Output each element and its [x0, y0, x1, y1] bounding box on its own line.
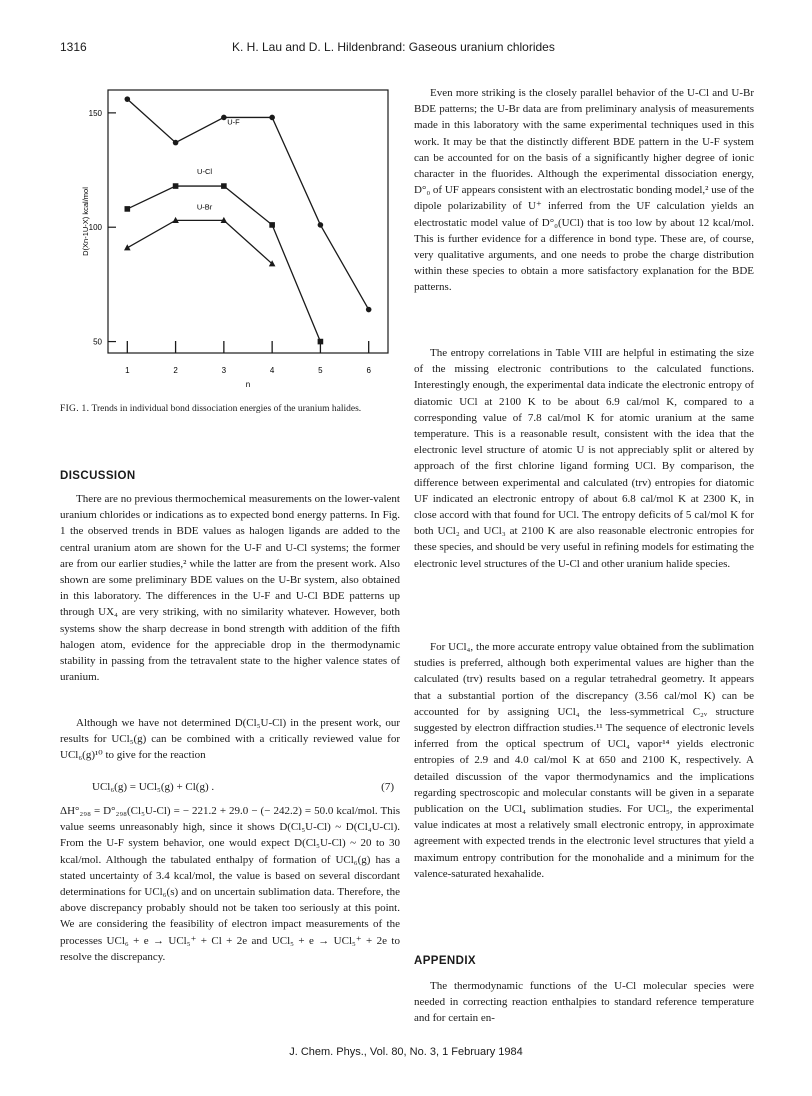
series-line-u-br: [127, 220, 272, 263]
right-text-3: For UCl₄, the more accurate entropy value obtained from the sublimation studies is preferred, although both experimental values are higher than the calculated (trv) results based on a regular tetrahedral geometry. It appears that a substantial portion of the discrepancy (3.56 cal/mol K) can be accounted for by assigning UCl₄ the less-symmetrical C₂ᵥ structure suggested by electron diffraction studies.¹¹ The sequence of electronic levels inferred from the optical spectrum of UCl₄ vapor¹⁴ yields electronic entropies of 2.9 and 4.0 cal/mol K at 650 and 2100 K, respectively. A detailed discussion of the vapor thermodynamics and the implications regarding spectroscopic and molecular constants will be given in a separate publication on the UCl₄ sublimation studies. For UCl₅, the experimental value indicates at most a relatively small electronic entropy, in approximate agreement with expected trends in the electronic level structures that yield a maximum entropy contribution for the monohalide and a minimum for the valence-saturated hexahalide.: [414, 641, 754, 880]
equation-7: [92, 781, 394, 793]
right-paragraph-2: [414, 345, 754, 572]
data-point-u-f: [269, 115, 275, 121]
data-point-u-cl: [125, 206, 131, 212]
discussion-text-3: ΔH°₂₉₈ = D°₂₉₈(Cl₅U-Cl) = − 221.2 + 29.0 − (− 242.2) = 50.0 kcal/mol. This value seems unreasonably high, since it shows D(Cl₅U-Cl) ~ D(Cl₄U-Cl). From the U-F system behavior, one would expect D(Cl₅U-Cl) ~ 20 to 30 kcal/mol. Although the tabulated enthalpy of formation of UCl₆(g) has a stated uncertainty of 3.4 kcal/mol, the value is based on several discordant determinations for UCl₆(s) and on uncertain sublimation data. Therefore, the above discrepancy probably should not be taken too seriously at this point. We are considering the feasibility of electron impact measurements of the processes UCl₆ + e → UCl₅⁺ + Cl + 2e and UCl₅ + e → UCl₅⁺ + 2e to resolve the discrepancy.: [60, 805, 400, 963]
data-point-u-f: [318, 222, 324, 228]
right-paragraph-3: [414, 639, 754, 882]
x-tick-label: 6: [366, 366, 371, 375]
series-label-u-br: U-Br: [196, 202, 213, 212]
data-point-u-cl: [173, 183, 179, 189]
appendix-paragraph: [414, 978, 754, 1027]
right-paragraph-1: [414, 85, 754, 296]
plot-frame: [108, 90, 388, 353]
data-point-u-cl: [318, 339, 324, 345]
section-heading-appendix: APPENDIX: [414, 955, 476, 967]
series-line-u-cl: [127, 186, 320, 342]
data-point-u-br: [124, 244, 131, 250]
data-point-u-cl: [269, 222, 275, 228]
x-tick-label: 5: [318, 366, 323, 375]
data-point-u-f: [366, 307, 372, 313]
x-axis-label: n: [245, 380, 251, 389]
appendix-text: The thermodynamic functions of the U-Cl molecular species were needed in correcting reaction enthalpies to standard reference temperature and for certain en-: [414, 980, 754, 1025]
discussion-paragraph-1: [60, 491, 400, 685]
discussion-text-1: There are no previous thermochemical measurements on the lower-valent uranium chlorides or indications as to expected bond energy patterns. In Fig. 1 the observed trends in BDE values as halogen ligands are added to the central uranium atom are shown for the U-F and U-Cl systems; the former are from our earlier studies,² while the latter are from the present work. Also shown are some preliminary BDE values on the U-Br system, also obtained in this laboratory. The differences in the U-F and U-Cl BDE patterns up through UX₄ are very striking, with no similarity whatever. However, both systems show the sharp decrease in bond strength with addition of the fifth halogen atom, evidence for the appreciable drop in the thermodynamic stability in passing from the tetravalent state to the higher valence states of uranium.: [60, 493, 400, 684]
discussion-paragraph-3: [60, 803, 400, 965]
x-tick-label: 4: [269, 366, 275, 375]
y-tick-label: 100: [88, 223, 102, 233]
data-point-u-f: [173, 140, 179, 146]
discussion-text-2: Although we have not determined D(Cl₅U-Cl) in the present work, our results for UCl₅(g) can be combined with a critically reviewed value for UCl₆(g)¹⁰ to give for the reaction: [60, 717, 400, 762]
journal-footer: J. Chem. Phys., Vol. 80, No. 3, 1 February 1984: [289, 1046, 523, 1058]
figure-1: [70, 80, 400, 390]
x-tick-label: 2: [173, 366, 178, 375]
data-point-u-cl: [221, 183, 227, 189]
discussion-paragraph-2: [60, 715, 400, 764]
page-number: 1316: [60, 40, 87, 54]
figure-caption: [60, 403, 395, 416]
section-heading-discussion: DISCUSSION: [60, 470, 136, 482]
x-tick-label: 3: [221, 366, 227, 375]
caption-label: FIG. 1.: [60, 404, 90, 414]
equation-text: UCl₆(g) = UCl₅(g) + Cl(g) .: [92, 781, 215, 793]
bde-chart: [70, 80, 400, 390]
series-label-u-f: U-F: [227, 117, 240, 127]
data-point-u-f: [221, 115, 227, 121]
y-tick-label: 150: [88, 108, 102, 118]
right-text-2: The entropy correlations in Table VIII are helpful in estimating the size of the missing electronic contributions to the calculated functions. Interestingly enough, the experimental data indicate the electronic entropy of diatomic UCl at 2100 K to be about 6.9 cal/mol K, compared to a corresponding value of 7.8 cal/mol K for atomic uranium at the same temperature. This is a reasonable result, consistent with the idea that the electronic level structure of atomic U is not appreciably split or altered by approach of the first chlorine ligand forming UCl. By comparison, the difference between experimental and calculated (trv) entropies for diatomic UF indicated an electronic entropy of about 6.8 cal/mol K at 2300 K, in close accord with that found for UCl. The entropy deficits of 5 cal/mol K for both UCl₂ and UCl₃ at 2100 K are also reasonable electronic entropies for these species, and should be very useful in refining models for estimating the electronic level structures of the U-Cl and other uranium halide species.: [414, 347, 754, 570]
y-axis-label: D(Xn-1U-X) kcal/mol: [81, 187, 90, 256]
running-head: K. H. Lau and D. L. Hildenbrand: Gaseous uranium chlorides: [232, 40, 555, 54]
equation-number: (7): [381, 781, 394, 793]
x-tick-label: 1: [125, 366, 130, 375]
caption-text: Trends in individual bond dissociation energies of the uranium halides.: [91, 404, 362, 414]
series-line-u-f: [127, 99, 368, 309]
y-tick-label: 50: [93, 337, 102, 347]
right-text-1: Even more striking is the closely parallel behavior of the U-Cl and U-Br BDE patterns; the U-Br data are from preliminary analysis of measurements made in this laboratory with the same experimental techniques used in this work. It may be that the distinctly different BDE pattern in the U-F system can be accounted for on the basis of a significantly higher degree of ionic character in the fluorides. Although the experimental dissociation energy, D°₀ of UF appears consistent with an electrostatic bonding model,² use of the dipole polarizability of U⁺ inferred from the UF calculation yields an electrostatic model value of D°₀(UCl) that is too low by about 12 kcal/mol. This is further evidence for a difference in bond type. These are, of course, very qualitative arguments, and one needs to probe the charge distribution within these species to obtain a more satisfactory explanation for the BDE patterns.: [414, 87, 754, 294]
data-point-u-f: [125, 96, 131, 102]
series-label-u-cl: U-Cl: [197, 167, 213, 177]
